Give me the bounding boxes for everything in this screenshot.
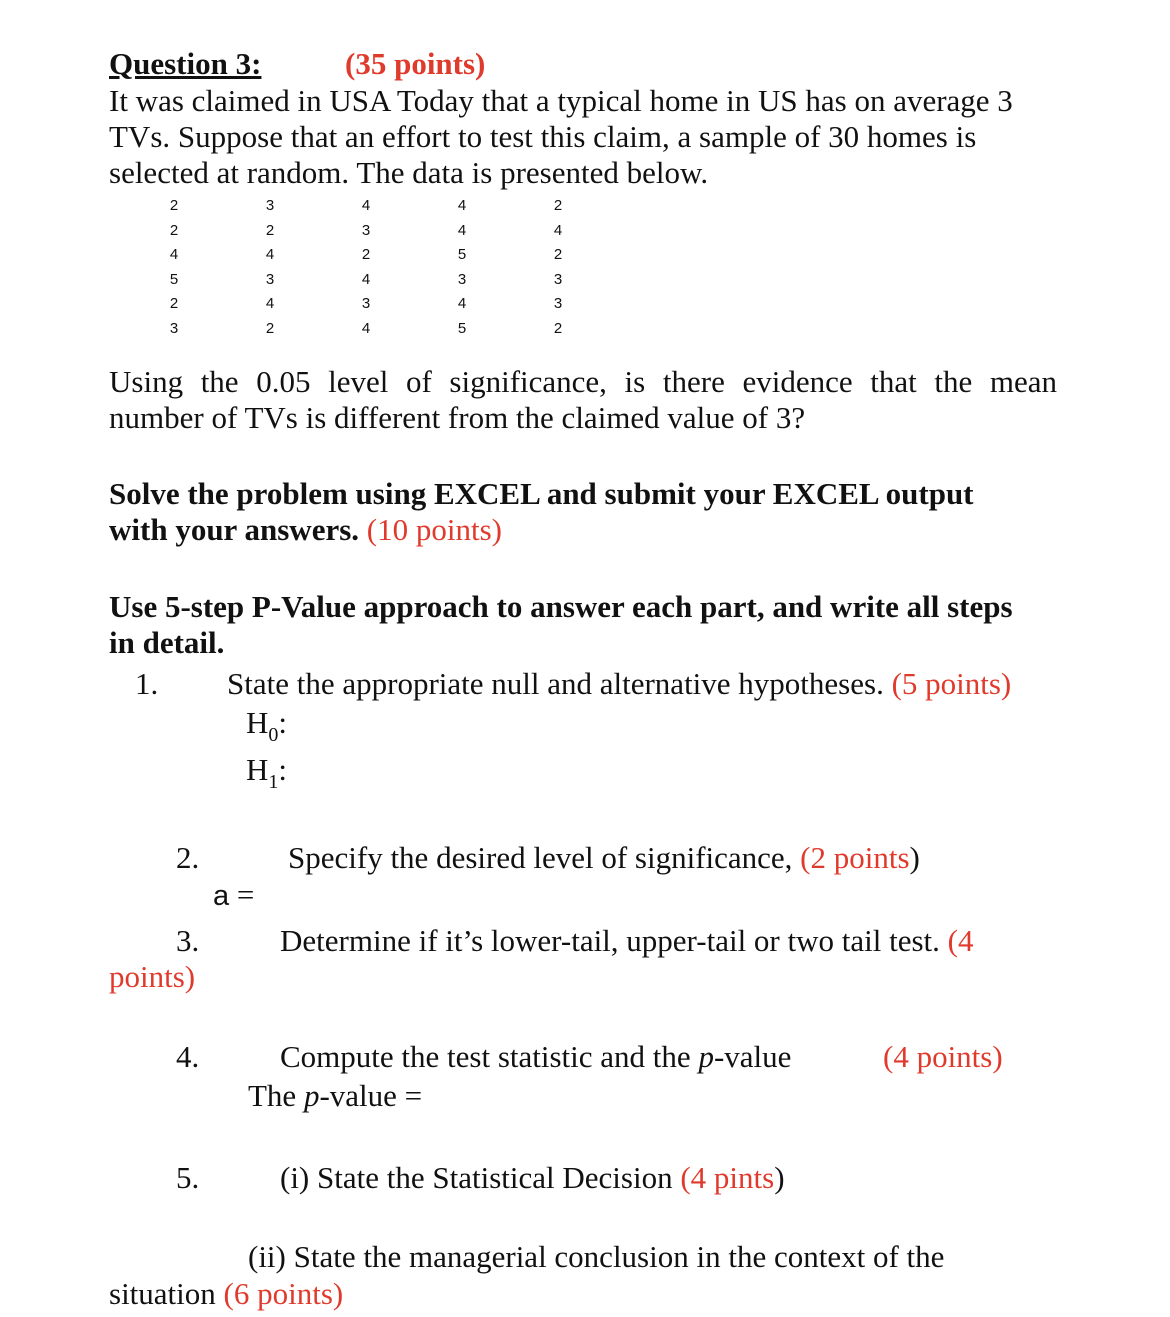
null-hypothesis: [246, 705, 287, 753]
table-cell: 2: [169, 221, 179, 239]
step-4-number: 4.: [176, 1039, 200, 1074]
pvalue-label-b: -value =: [319, 1078, 423, 1113]
alpha-symbol: a: [213, 880, 230, 912]
table-cell: 3: [169, 320, 179, 337]
table-cell: 2: [553, 320, 563, 337]
step-3-prompt: Determine if it’s lower-tail, upper-tail or two tail test.: [280, 923, 940, 958]
intro-line-1: It was claimed in USA Today that a typical home in US has on average 3: [109, 83, 1013, 118]
table-cell: 2: [169, 197, 179, 214]
step-3-number: 3.: [176, 923, 200, 958]
approach-instruction-line-2: in detail.: [109, 625, 225, 660]
excel-instruction-line-1: Solve the problem using EXCEL and submit your EXCEL output: [109, 476, 974, 511]
step-5-part-2-line-1: (ii) State the managerial conclusion in the context of the: [248, 1239, 945, 1274]
step-2-close-paren: ): [909, 840, 920, 875]
step-1-points: (5 points): [891, 666, 1012, 701]
step-5-number: 5.: [176, 1160, 200, 1195]
h1-subscript: 1: [268, 771, 279, 793]
table-cell: 3: [553, 295, 563, 313]
question-label: Question 3:: [109, 46, 262, 81]
question-points: (35 points): [345, 46, 486, 81]
approach-instruction-line-1: Use 5-step P-Value approach to answer each part, and write all steps: [109, 589, 1013, 624]
step-1-text: [227, 666, 1011, 702]
step-1-prompt: State the appropriate null and alternative hypotheses.: [227, 666, 884, 701]
table-cell: 2: [361, 246, 371, 264]
table-cell: 4: [361, 197, 371, 214]
table-cell: 4: [553, 221, 563, 239]
table-cell: 4: [361, 270, 371, 288]
table-cell: 2: [553, 246, 563, 264]
question-heading: [109, 46, 261, 82]
step-5-part-1-points: (4 pints: [680, 1160, 775, 1195]
step-3-points-a: (4: [947, 923, 974, 958]
table-cell: 2: [169, 295, 179, 313]
alpha-equals: =: [236, 877, 255, 912]
step-3-text: [280, 923, 973, 959]
table-cell: 3: [457, 270, 467, 288]
step-4-points: (4 points): [883, 1039, 1003, 1074]
table-cell: 4: [361, 320, 371, 337]
step-2-text: [288, 840, 920, 876]
pvalue-p-italic: p: [303, 1078, 320, 1113]
step-5-part-1-close: ): [774, 1160, 785, 1195]
data-table: [154, 197, 584, 342]
table-cell: 3: [265, 270, 275, 288]
step-2-number: 2.: [176, 840, 200, 875]
table-cell: 2: [265, 221, 275, 239]
significance-question-line-1: Using the 0.05 level of significance, is there evidence that the mean: [109, 364, 1057, 399]
step-5-part-2-points: (6 points): [223, 1276, 344, 1311]
step-3-points-b: points): [109, 959, 196, 994]
step-2-points: (2 points: [800, 840, 910, 875]
alpha-answer: [213, 877, 254, 914]
alternative-hypothesis: [246, 752, 287, 800]
pvalue-label-a: The: [248, 1078, 304, 1113]
table-cell: 4: [457, 221, 467, 239]
step-4-prompt-a: Compute the test statistic and the: [280, 1039, 699, 1074]
table-cell: 5: [169, 270, 179, 288]
step-5-part-2-line-2: [109, 1276, 343, 1312]
step-2-prompt: Specify the desired level of significance,: [288, 840, 793, 875]
h0-colon: :: [278, 705, 288, 740]
h1-letter: H: [246, 752, 269, 787]
table-cell: 3: [553, 270, 563, 288]
step-1-number: 1.: [135, 666, 159, 701]
intro-line-3: selected at random. The data is presented below.: [109, 155, 709, 190]
table-cell: 4: [265, 246, 275, 264]
table-cell: 3: [265, 197, 275, 214]
table-cell: 3: [361, 295, 371, 313]
table-cell: 2: [553, 197, 563, 214]
table-cell: 3: [361, 221, 371, 239]
table-cell: 5: [457, 246, 467, 264]
significance-question-line-2: number of TVs is different from the claimed value of 3?: [109, 400, 806, 435]
h1-colon: :: [278, 752, 288, 787]
h0-subscript: 0: [268, 724, 279, 746]
excel-instruction-text: with your answers.: [109, 512, 360, 547]
step-5-part-1-text: (i) State the Statistical Decision: [280, 1160, 673, 1195]
table-cell: 2: [265, 320, 275, 337]
table-cell: 4: [457, 197, 467, 214]
step-4-p-italic: p: [698, 1039, 714, 1074]
step-4-prompt-b: -value: [713, 1039, 792, 1074]
excel-instruction-points: (10 points): [366, 512, 502, 547]
pvalue-answer: [248, 1078, 422, 1114]
step-4-text: [280, 1039, 791, 1075]
table-cell: 5: [457, 320, 467, 337]
step-5-part-1: [280, 1160, 785, 1196]
h0-letter: H: [246, 705, 269, 740]
table-cell: 4: [265, 295, 275, 313]
table-cell: 4: [457, 295, 467, 313]
step-5-part-2-text: situation: [109, 1276, 216, 1311]
table-cell: 4: [169, 246, 179, 264]
excel-instruction-line-2: [109, 512, 502, 548]
intro-line-2: TVs. Suppose that an effort to test this claim, a sample of 30 homes is: [109, 119, 977, 154]
